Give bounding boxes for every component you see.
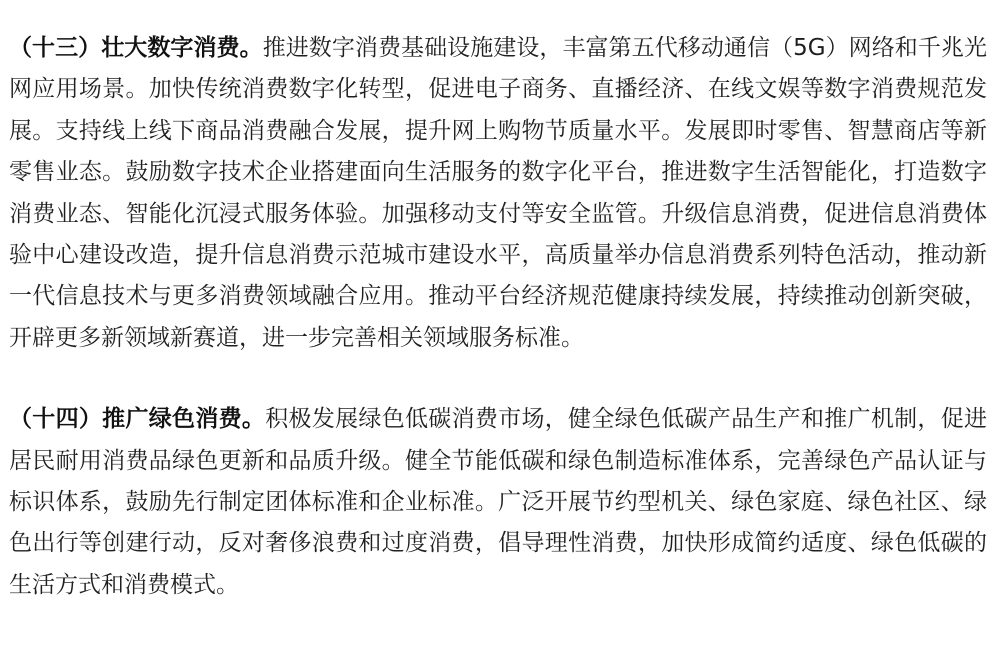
section-heading-13: （十三）壮大数字消费。 xyxy=(9,35,263,61)
section-heading-14: （十四）推广绿色消费。 xyxy=(9,406,266,433)
section-text-14: 积极发展绿色低碳消费市场，健全绿色低碳产品生产和推广机制，促进居民耐用消费品绿色更新和品质升级。健全节能低碳和绿色制造标准体系，完善绿色产品认证与标识体系，鼓励先行制定团体标准和企业标准。广泛开展节约型机关、绿色家庭、绿色社区、绿色出行等创建行动，反对奢侈浪费和过度消费，倡导理性消费，加快形成简约适度、绿色低碳的生活方式和消费模式。 xyxy=(9,406,988,598)
document-body xyxy=(9,28,987,606)
section-paragraph-13 xyxy=(9,28,987,359)
section-text-13: 推进数字消费基础设施建设，丰富第五代移动通信（5G）网络和千兆光网应用场景。加快传统消费数字化转型，促进电子商务、直播经济、在线文娱等数字消费规范发展。支持线上线下商品消费融合发展，提升网上购物节质量水平。发展即时零售、智慧商店等新零售业态。鼓励数字技术企业搭建面向生活服务的数字化平台，推进数字生活智能化，打造数字消费业态、智能化沉浸式服务体验。加强移动支付等安全监管。升级信息消费，促进信息消费体验中心建设改造，提升信息消费示范城市建设水平，高质量举办信息消费系列特色活动，推动新一代信息技术与更多消费领域融合应用。推动平台经济规范健康持续发展，持续推动创新突破，开辟更多新领域新赛道，进一步完善相关领域服务标准。 xyxy=(9,35,987,351)
section-paragraph-14 xyxy=(9,399,987,606)
